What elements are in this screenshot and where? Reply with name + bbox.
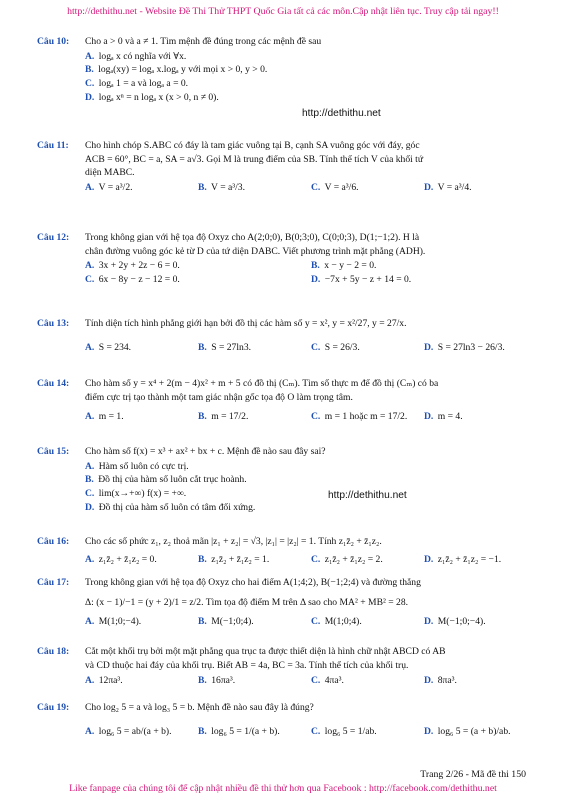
option-a: A. Hàm số luôn có cực trị. [85, 460, 189, 472]
option-b: B. M(−1;0;4). [198, 616, 254, 628]
option-c: C. m = 1 hoặc m = 17/2. [311, 411, 408, 423]
question-number: Câu 11: [37, 140, 69, 151]
question-number: Câu 14: [37, 378, 70, 389]
option-b: B. x − y − 2 = 0. [311, 260, 377, 272]
question-text-line-2: ACB = 60°, BC = a, SA = a√3. Gọi M là trung điểm của SB. Tính thể tích V của khối tứ [85, 153, 424, 165]
question-number: Câu 17: [37, 577, 70, 588]
options [85, 616, 537, 628]
question-16 [37, 536, 537, 567]
options [85, 726, 537, 738]
question-text-line-2: điểm cực trị tạo thành một tam giác nhận gốc tọa độ O làm trọng tâm. [85, 391, 353, 403]
question-text: Cho a > 0 và a ≠ 1. Tìm mệnh đề đúng trong các mệnh đề sau [85, 36, 322, 47]
option-d: D. S = 27ln3 − 26/3. [424, 341, 505, 353]
option-d: D. log₆ 5 = (a + b)/ab. [424, 725, 511, 737]
question-text-line-1: Cho hình chóp S.ABC có đáy là tam giác vuông tại B, cạnh SA vuông góc với đáy, góc [85, 140, 420, 151]
option-a: A. log₆ 5 = ab/(a + b). [85, 725, 172, 737]
option-d: D. logₐ xⁿ = n logₐ x (x > 0, n ≠ 0). [85, 91, 219, 103]
options [85, 675, 537, 687]
question-15 [37, 446, 537, 516]
options [85, 461, 537, 514]
question-number: Câu 16: [37, 536, 70, 547]
question-text-line-1: Trong không gian với hệ tọa độ Oxyz cho hai điểm A(1;4;2), B(−1;2;4) và đường thẳng [85, 577, 421, 588]
option-d: D. m = 4. [424, 411, 463, 423]
option-d: D. V = a³/4. [424, 182, 472, 194]
option-b: B. log₆ 5 = 1/(a + b). [198, 725, 280, 737]
options [85, 554, 537, 566]
options [85, 342, 537, 354]
question-number: Câu 18: [37, 646, 70, 657]
option-a: A. 3x + 2y + 2z − 6 = 0. [85, 260, 180, 272]
option-b: B. Đồ thị của hàm số luôn cắt trục hoành. [85, 474, 247, 486]
option-d: D. 8πa³. [424, 675, 457, 687]
question-14 [37, 378, 537, 425]
option-d: D. −7x + 5y − z + 14 = 0. [311, 274, 412, 286]
options [85, 411, 537, 423]
question-text: Cho hàm số f(x) = x³ + ax² + bx + c. Mệnh đề nào sau đây sai? [85, 446, 326, 457]
page-header-link[interactable]: http://dethithu.net - Website Đề Thi Thử THPT Quốc Gia tất cả các môn.Cập nhật liên tục. Truy cập tải ngay!! [67, 6, 499, 17]
option-a: A. m = 1. [85, 411, 124, 423]
option-c: C. lim(x→+∞) f(x) = +∞. [85, 488, 187, 500]
question-19 [37, 702, 537, 739]
option-a: A. V = a³/2. [85, 182, 133, 194]
option-c: C. 4πa³. [311, 675, 344, 687]
option-d: D. M(−1;0;−4). [424, 616, 486, 628]
question-18 [37, 646, 537, 689]
question-number: Câu 12: [37, 232, 70, 243]
question-number: Câu 15: [37, 446, 70, 457]
question-text: Tính diện tích hình phẳng giới hạn bởi đồ thị các hàm số y = x², y = x²/27, y = 27/x. [85, 318, 407, 329]
option-b: B. S = 27ln3. [198, 341, 252, 353]
question-text-line-1: Cho hàm số y = x⁴ + 2(m − 4)x² + m + 5 có đồ thị (Cₘ). Tìm số thực m để đồ thị (Cₘ) có ba [85, 378, 439, 389]
question-text: Cho các số phức z₁, z₂ thoả mãn |z₁ + z₂| = √3, |z₁| = |z₂| = 1. Tính z₁z̄₂ + z̄₁z₂. [85, 536, 382, 547]
question-17 [37, 577, 537, 630]
option-c: C. log₆ 5 = 1/ab. [311, 725, 377, 737]
question-text-line-2: và CD thuộc hai đáy của khối trụ. Biết AB = 4a, BC = 3a. Tính thể tích của khối trụ. [85, 659, 409, 671]
option-c: C. z₁z̄₂ + z̄₁z₂ = 2. [311, 553, 383, 565]
site-watermark-stamp-1: http://dethithu.net [302, 108, 381, 119]
option-b: B. m = 17/2. [198, 411, 249, 423]
option-d: D. z₁z̄₂ + z̄₁z₂ = −1. [424, 553, 502, 565]
footer-facebook-link[interactable]: Like fanpage của chúng tôi để cập nhật nhiều đề thi thử hơn qua Facebook : http://facebook.com/dethithu.net [69, 783, 497, 794]
question-text-line-1: Trong không gian với hệ tọa độ Oxyz cho A(2;0;0), B(0;3;0), C(0;0;3), D(1;−1;2). H là [85, 232, 420, 243]
option-c: C. M(1;0;4). [311, 616, 362, 628]
question-11 [37, 140, 537, 196]
question-text: Cho log₂ 5 = a và log₃ 5 = b. Mệnh đề nào sau đây là đúng? [85, 702, 314, 713]
question-10 [37, 36, 537, 106]
option-a: A. logₐ x có nghĩa với ∀x. [85, 50, 187, 62]
option-b: B. 16πa³. [198, 675, 236, 687]
option-d: D. Đồ thị của hàm số luôn có tâm đối xứng. [85, 501, 256, 513]
option-a: A. z₁z̄₂ + z̄₁z₂ = 0. [85, 553, 157, 565]
option-c: C. 6x − 8y − z − 12 = 0. [85, 274, 180, 286]
option-a: A. 12πa³. [85, 675, 123, 687]
question-number: Câu 19: [37, 702, 70, 713]
question-text-line-1: Cắt một khối trụ bởi một mặt phẳng qua trục ta được thiết diện là hình chữ nhật ABCD có AB [85, 646, 446, 657]
options [85, 260, 537, 285]
question-text-line-3: diện MABC. [85, 167, 135, 179]
option-c: C. S = 26/3. [311, 341, 360, 353]
question-13 [37, 318, 537, 355]
question-number: Câu 10: [37, 36, 70, 47]
question-text-line-2: Δ: (x − 1)/−1 = (y + 2)/1 = z/2. Tìm tọa độ điểm M trên Δ sao cho MA² + MB² = 28. [85, 596, 409, 608]
question-text-line-2: chân đường vuông góc kẻ từ D của tứ diện DABC. Viết phương trình mặt phẳng (ADH). [85, 245, 426, 257]
option-a: A. M(1;0;−4). [85, 616, 142, 628]
option-a: A. S = 234. [85, 341, 132, 353]
option-b: B. z₁z̄₂ + z̄₁z₂ = 1. [198, 553, 270, 565]
page-number: Trang 2/26 - Mã đề thi 150 [420, 769, 526, 780]
question-number: Câu 13: [37, 318, 70, 329]
options [85, 51, 537, 104]
site-watermark-stamp-2: http://dethithu.net [328, 490, 407, 501]
question-12 [37, 232, 537, 288]
options [85, 182, 537, 194]
option-c: C. V = a³/6. [311, 182, 359, 194]
option-b: B. logₐ(xy) = logₐ x.logₐ y với mọi x > 0, y > 0. [85, 64, 268, 76]
option-c: C. logₐ 1 = a và logₐ a = 0. [85, 78, 189, 90]
option-b: B. V = a³/3. [198, 182, 246, 194]
